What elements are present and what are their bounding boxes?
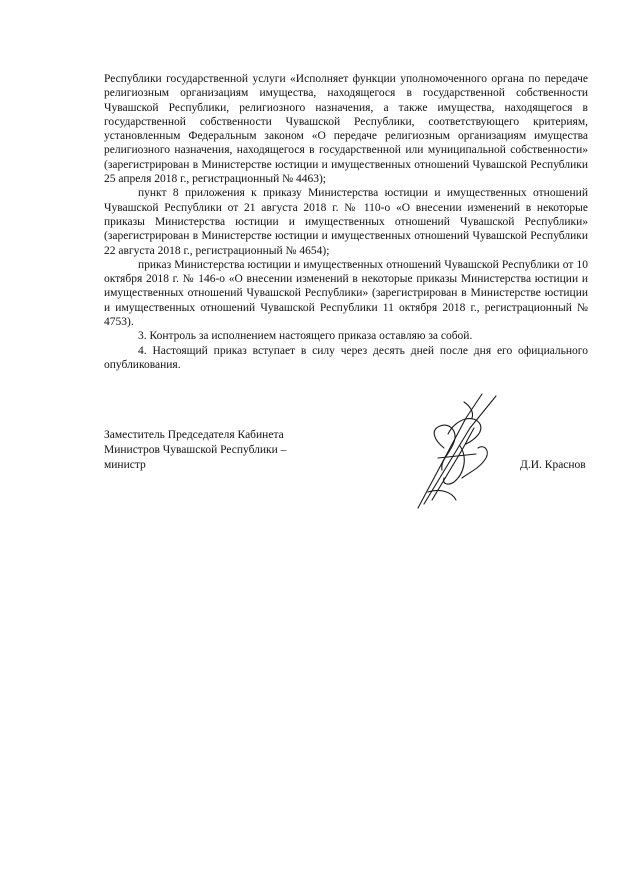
signatory-position: [104, 428, 344, 473]
signatory-position-line-2: Министров Чувашской Республики –: [104, 444, 287, 456]
signatory-position-line-3: министр: [104, 459, 146, 471]
paragraph-4: 3. Контроль за исполнением настоящего приказа оставляю за собой.: [138, 330, 473, 343]
document-body: [104, 72, 588, 372]
signatory-name: Д.И. Краснов: [520, 459, 586, 471]
paragraph-1: Республики государственной услуги «Исполняет функции уполномоченного органа по передаче религиозным организациям имущества, находящегося в государственной собственности Чувашской Республики, религиозного назначения, а также имущества, находящегося в государственной собственности Чувашской Республики, соответствующего критериям, установленным Федеральным законом «О передаче религиозным организациям имущества религиозного назначения, находящегося в государственной или муниципальной собственности» (зарегистрирован в Министерстве юстиции и имущественных отношений Чувашской Республики 25 апреля 2018 г., регистрационный № 4463);: [104, 73, 588, 186]
paragraph-2: пункт 8 приложения к приказу Министерства юстиции и имущественных отношений Чувашской Республики от 21 августа 2018 г. № 110-о «О внесении изменений в некоторые приказы Министерства юстиции и имущественных отношений Чувашской Республики» (зарегистрирован в Министерстве юстиции и имущественных отношений Чувашской Республики 22 августа 2018 г., регистрационный № 4654);: [104, 187, 588, 257]
paragraph-3: приказ Министерства юстиции и имущественных отношений Чувашской Республики от 10 октября 2018 г. № 146-о «О внесении изменений в некоторые приказы Министерства юстиции и имущественных отношений Чувашской Республики» (зарегистрирован в Министерстве юстиции и имущественных отношений Чувашской Республики 11 октября 2018 г., регистрационный № 4753).: [104, 258, 588, 329]
paragraph-5: 4. Настоящий приказ вступает в силу через десять дней после дня его официального опубликования.: [104, 344, 588, 371]
handwritten-signature: [404, 388, 514, 514]
signatory-position-line-1: Заместитель Председателя Кабинета: [104, 429, 284, 441]
signature-block: [104, 428, 604, 518]
